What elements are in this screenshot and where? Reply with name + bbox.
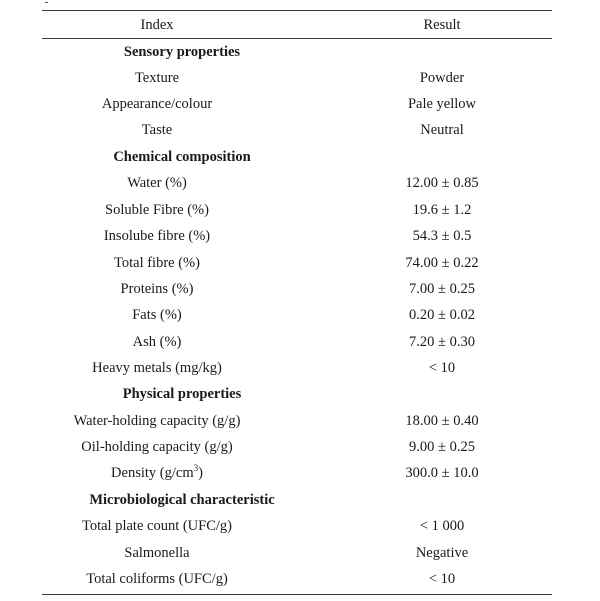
table-row (42, 408, 552, 434)
row-result: 300.0 ± 10.0 (405, 465, 479, 481)
row-index: Oil-holding capacity (g/g) (81, 439, 233, 455)
row-result: Powder (419, 70, 465, 86)
section-heading (42, 381, 552, 407)
row-index: Insolube fibre (%) (103, 228, 211, 244)
row-index: Total plate count (UFC/g) (82, 518, 232, 534)
row-index: Heavy metals (mg/kg) (92, 360, 222, 376)
section-heading (42, 144, 552, 170)
row-index: Salmonella (124, 545, 190, 561)
table-row (42, 513, 552, 539)
row-result: < 10 (428, 571, 456, 587)
row-index: Water-holding capacity (g/g) (73, 413, 241, 429)
row-result: 54.3 ± 0.5 (412, 228, 472, 244)
section-title: Sensory properties (123, 44, 241, 60)
row-index-text: Density (g/cm (111, 465, 194, 481)
header-result: Result (423, 17, 461, 33)
table-row (42, 250, 552, 276)
table-row (42, 566, 552, 592)
row-index: Fats (%) (132, 307, 182, 323)
section-heading (42, 39, 552, 65)
row-index (42, 460, 272, 486)
row-result: 9.00 ± 0.25 (409, 439, 475, 455)
table-row (42, 355, 552, 381)
row-result: Neutral (420, 122, 464, 138)
stray-mark (45, 2, 48, 3)
bottom-rule (42, 594, 552, 595)
row-result: 19.6 ± 1.2 (412, 202, 472, 218)
row-result: < 10 (428, 360, 456, 376)
section-heading (42, 487, 552, 513)
table-row (42, 197, 552, 223)
row-result: 12.00 ± 0.85 (405, 175, 479, 191)
row-result: 7.00 ± 0.25 (409, 281, 475, 297)
row-index-tail: ) (198, 465, 203, 481)
section-title: Physical properties (122, 386, 242, 402)
row-index: Appearance/colour (101, 96, 213, 112)
table-row (42, 91, 552, 117)
table-row (42, 540, 552, 566)
section-title: Microbiological characteristic (89, 492, 275, 508)
table-row (42, 170, 552, 196)
table-row (42, 276, 552, 302)
row-index: Water (%) (127, 175, 187, 191)
table-row (42, 329, 552, 355)
row-result: 74.00 ± 0.22 (405, 255, 479, 271)
row-index: Total coliforms (UFC/g) (86, 571, 228, 587)
row-result: Pale yellow (407, 96, 477, 112)
row-index: Total fibre (%) (114, 255, 200, 271)
table-row (42, 223, 552, 249)
row-index: Taste (141, 122, 173, 138)
table-row (42, 117, 552, 143)
section-title: Chemical composition (113, 149, 251, 165)
row-result: Negative (415, 545, 469, 561)
table-header-row (42, 12, 552, 38)
row-result: 0.20 ± 0.02 (409, 307, 475, 323)
top-rule (42, 10, 552, 11)
row-result: 18.00 ± 0.40 (405, 413, 479, 429)
row-result: < 1 000 (419, 518, 465, 534)
row-result: 7.20 ± 0.30 (409, 334, 475, 350)
table-row (42, 434, 552, 460)
header-index: Index (140, 17, 174, 33)
row-index: Texture (134, 70, 180, 86)
row-index: Soluble Fibre (%) (105, 202, 209, 218)
row-index: Proteins (%) (120, 281, 194, 297)
table-row (42, 65, 552, 91)
row-index: Ash (%) (132, 334, 182, 350)
table-row (42, 302, 552, 328)
row-index-superscript: 3 (193, 463, 199, 474)
table-row (42, 460, 552, 486)
